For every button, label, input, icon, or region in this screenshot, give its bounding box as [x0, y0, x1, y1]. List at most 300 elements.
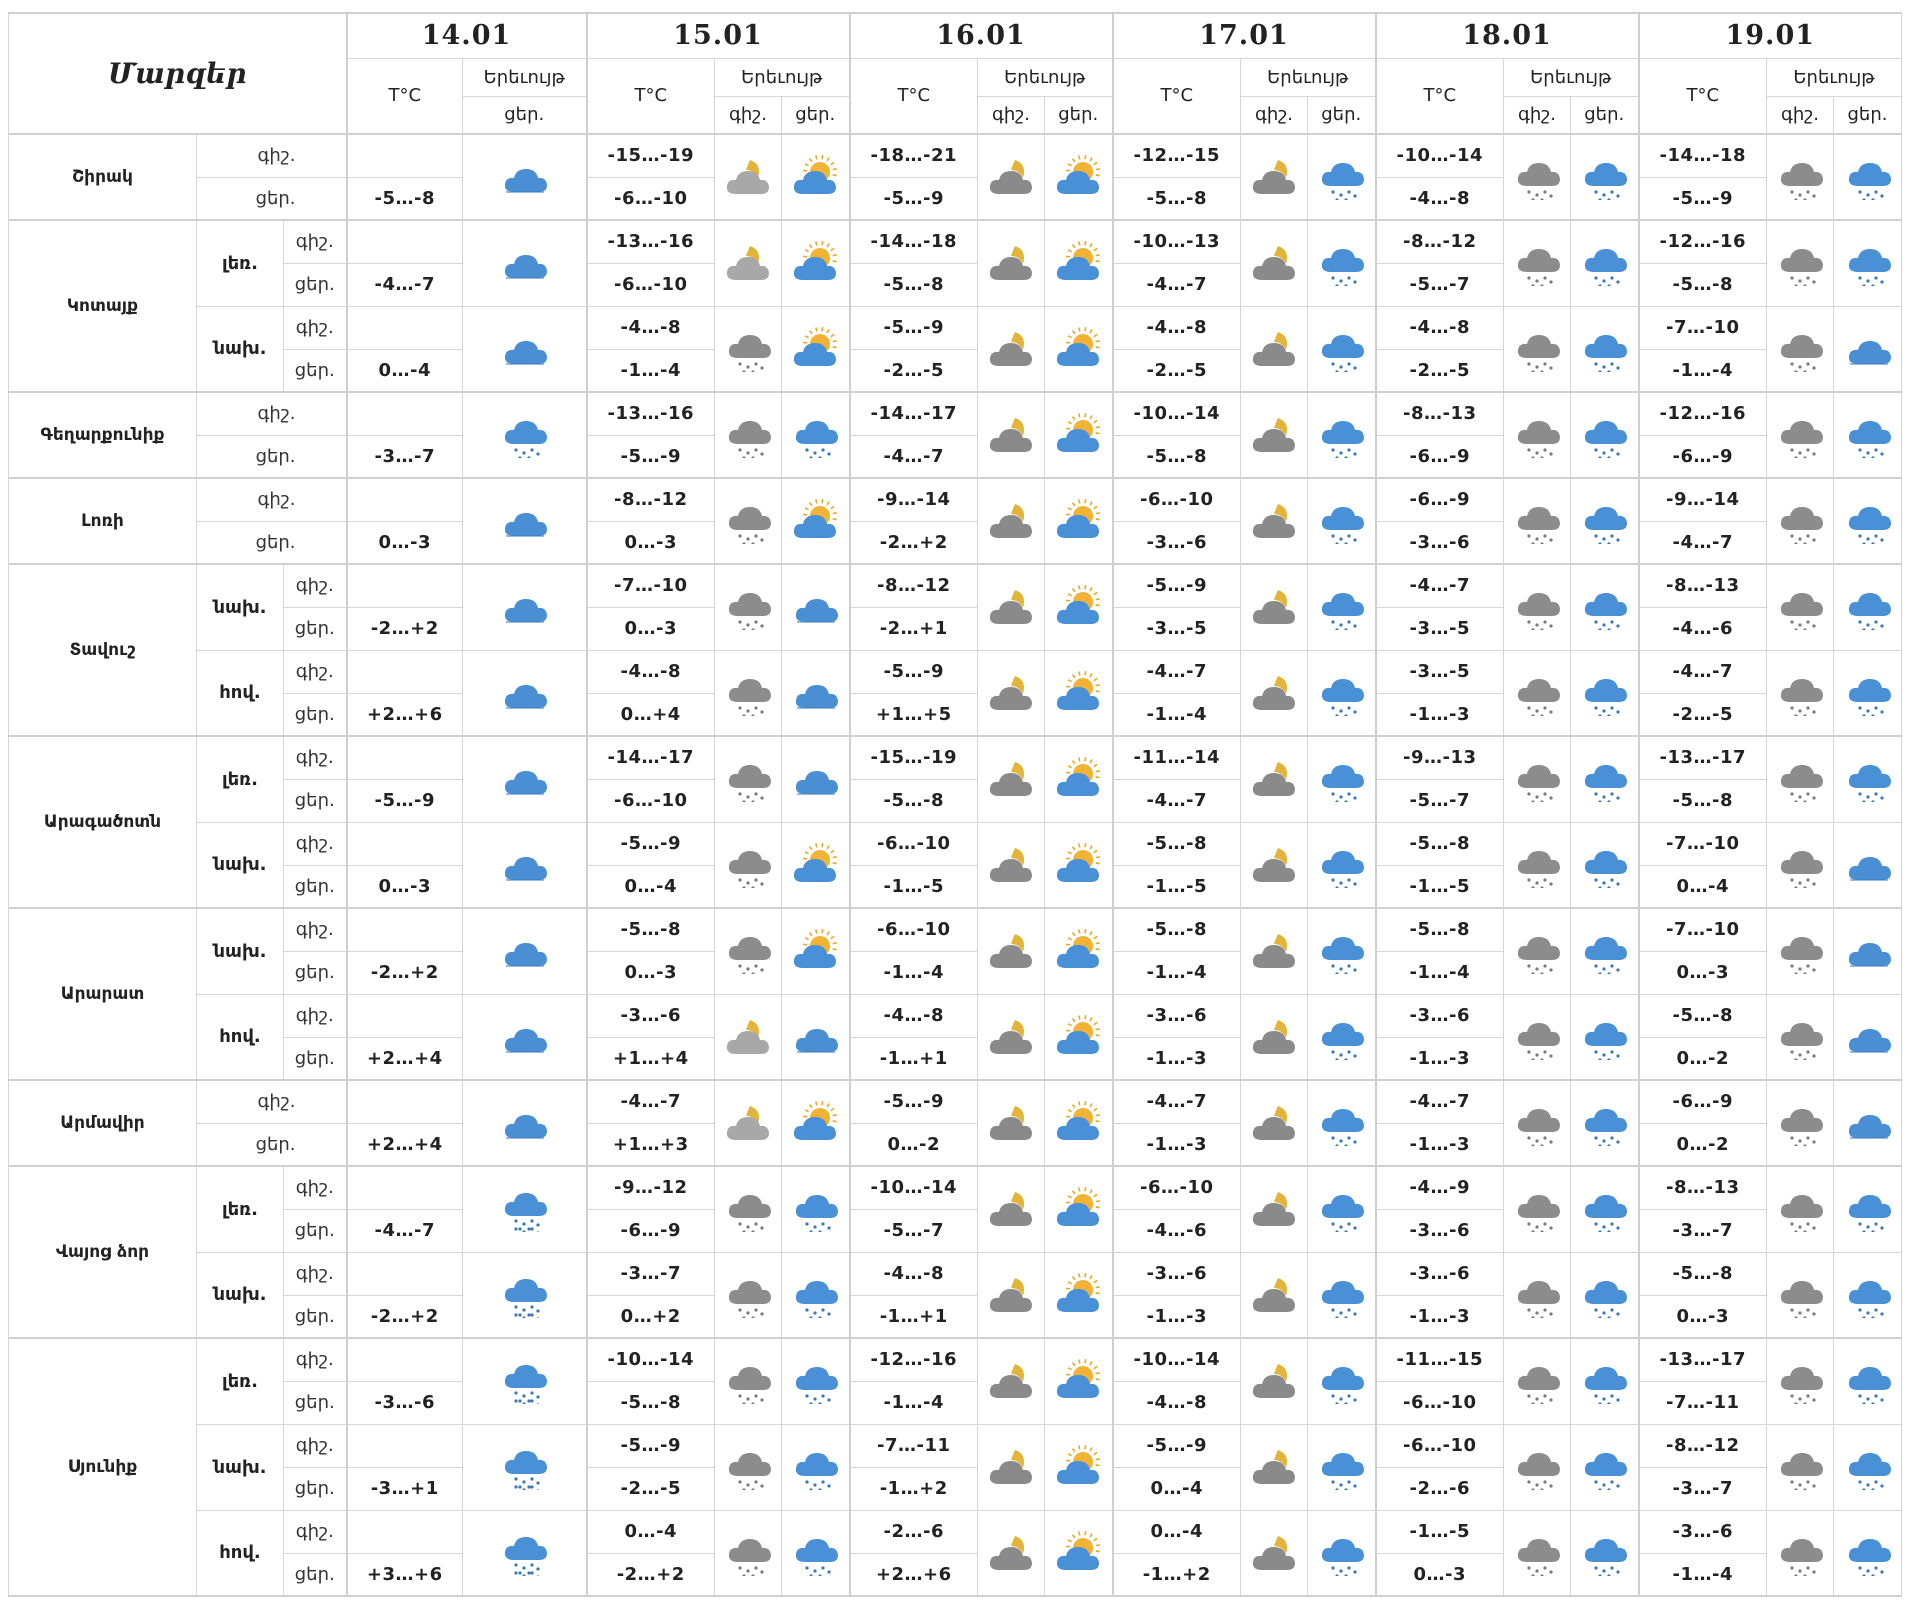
night-icon-cell — [978, 1338, 1045, 1424]
day-temp-cell: -3…-5 — [1376, 607, 1504, 650]
snow-cloud-gray-icon — [1511, 1530, 1563, 1576]
weather-icon-cell — [463, 736, 587, 822]
cloud-moon-icon — [1248, 240, 1300, 286]
day-label: ցեր. — [284, 1037, 347, 1080]
temp-header: T°C — [1376, 58, 1504, 134]
night-label: գիշ. — [284, 220, 347, 263]
day-icon-cell — [1045, 306, 1113, 392]
snow-cloud-blue-icon — [1578, 1014, 1630, 1060]
snow-cloud-blue-icon — [1578, 670, 1630, 716]
weather-icon-cell — [463, 1510, 587, 1596]
weather-icon-cell — [463, 650, 587, 736]
night-icon-cell — [1504, 1252, 1571, 1338]
day-icon-cell — [1308, 822, 1376, 908]
day-temp-cell: -6…-10 — [587, 263, 715, 306]
day-icon-cell — [1045, 1252, 1113, 1338]
table-row — [9, 650, 1902, 693]
day-temp-cell: -6…-10 — [1376, 1381, 1504, 1424]
snow-cloud-gray-icon — [722, 1272, 774, 1318]
day-temp-cell: -3…-7 — [1639, 1467, 1767, 1510]
night-temp-cell: -9…-14 — [850, 478, 978, 521]
day-icon-cell — [1571, 134, 1639, 220]
snow-cloud-gray-icon — [1511, 498, 1563, 544]
night-temp-cell: 0…-4 — [1113, 1510, 1241, 1553]
night-temp-cell: -11…-14 — [1113, 736, 1241, 779]
day-temp-cell: -1…-4 — [1639, 349, 1767, 392]
snow-cloud-blue-icon — [789, 1358, 841, 1404]
day-icon-cell — [782, 392, 850, 478]
day-icon-cell — [1308, 1424, 1376, 1510]
sun-cloud-icon — [1052, 928, 1104, 974]
night-icon-cell — [715, 1510, 782, 1596]
weather-header: Երեւույթ — [463, 58, 587, 96]
cloud-moon-icon — [1248, 1530, 1300, 1576]
night-icon-cell — [715, 564, 782, 650]
night-icon-cell — [715, 650, 782, 736]
night-icon-cell — [1504, 650, 1571, 736]
snow-cloud-gray-icon — [1511, 1444, 1563, 1490]
sun-cloud-icon — [1052, 412, 1104, 458]
day-temp-cell: -2…-5 — [587, 1467, 715, 1510]
partly-cloudy-night-icon — [722, 240, 774, 286]
temp-header: T°C — [587, 58, 715, 134]
date-header: 14.01 — [347, 13, 587, 58]
weather-icon-cell — [463, 1252, 587, 1338]
night-temp-cell: -6…-9 — [1376, 478, 1504, 521]
snow-cloud-gray-icon — [722, 842, 774, 888]
cloud-light-icon — [789, 756, 841, 802]
weather-icon-cell — [463, 478, 587, 564]
night-icon-cell — [1767, 908, 1834, 994]
day-icon-cell — [1571, 1424, 1639, 1510]
day-icon-cell — [782, 306, 850, 392]
night-icon-cell — [1767, 822, 1834, 908]
night-icon-cell — [1241, 392, 1308, 478]
day-header: ցեր. — [1571, 96, 1639, 134]
snow-cloud-gray-icon — [1511, 240, 1563, 286]
sun-cloud-icon — [1052, 1100, 1104, 1146]
table-row — [9, 13, 1902, 58]
night-temp-cell: -3…-7 — [587, 1252, 715, 1295]
night-icon-cell — [1241, 908, 1308, 994]
cloud-moon-icon — [1248, 1444, 1300, 1490]
day-temp-cell: -4…-7 — [1113, 263, 1241, 306]
snow-cloud-blue-icon — [1315, 584, 1367, 630]
day-temp-cell: -1…-3 — [1376, 693, 1504, 736]
cloud-moon-icon — [1248, 756, 1300, 802]
day-temp-cell: -6…-10 — [587, 779, 715, 822]
night-temp-cell: -3…-6 — [1113, 1252, 1241, 1295]
day-label: ցեր. — [284, 607, 347, 650]
day-label: ցեր. — [284, 865, 347, 908]
region-name: Արագածոտն — [9, 736, 197, 908]
night-temp-cell: -3…-6 — [1639, 1510, 1767, 1553]
snow-cloud-blue-icon — [498, 412, 550, 458]
night-temp-cell: -14…-17 — [850, 392, 978, 435]
night-temp-cell: -13…-17 — [1639, 1338, 1767, 1381]
cloud-moon-icon — [1248, 1358, 1300, 1404]
day-icon-cell — [782, 134, 850, 220]
day-temp-cell: -1…-3 — [1376, 1295, 1504, 1338]
day-temp-cell: -2…+1 — [850, 607, 978, 650]
cloud-moon-icon — [985, 1530, 1037, 1576]
day-icon-cell — [1308, 1166, 1376, 1252]
night-label: գիշ. — [284, 306, 347, 349]
night-label: գիշ. — [284, 564, 347, 607]
day-label: ցեր. — [197, 1123, 347, 1166]
day-temp-cell: 0…-4 — [587, 865, 715, 908]
night-label: գիշ. — [197, 134, 347, 177]
snow-cloud-gray-icon — [1774, 1444, 1826, 1490]
night-temp-cell: 0…-4 — [587, 1510, 715, 1553]
night-icon-cell — [1767, 736, 1834, 822]
night-temp-cell: -7…-10 — [1639, 908, 1767, 951]
night-temp-cell: -10…-14 — [1113, 1338, 1241, 1381]
night-temp-cell: -4…-7 — [587, 1080, 715, 1123]
night-icon-cell — [1241, 1080, 1308, 1166]
day-icon-cell — [1571, 392, 1639, 478]
day-temp-cell: -3…-6 — [1113, 521, 1241, 564]
temp-cell — [347, 564, 463, 607]
day-temp-cell: 0…+2 — [587, 1295, 715, 1338]
day-label: ցեր. — [284, 951, 347, 994]
snow-cloud-blue-icon — [1315, 1186, 1367, 1232]
day-icon-cell — [1308, 478, 1376, 564]
zone-label: նախ. — [197, 822, 284, 908]
day-header: ցեր. — [782, 96, 850, 134]
snow-cloud-gray-icon — [1774, 670, 1826, 716]
day-temp-cell: -1…-5 — [850, 865, 978, 908]
day-icon-cell — [1571, 822, 1639, 908]
night-icon-cell — [978, 822, 1045, 908]
zone-label: հով. — [197, 994, 284, 1080]
temp-cell — [347, 650, 463, 693]
day-temp-cell: -5…-7 — [1376, 263, 1504, 306]
night-temp-cell: -11…-15 — [1376, 1338, 1504, 1381]
day-temp-cell: -5…-7 — [850, 1209, 978, 1252]
sun-cloud-icon — [1052, 1186, 1104, 1232]
snow-cloud-blue-icon — [1315, 1100, 1367, 1146]
night-temp-cell: -7…-10 — [1639, 306, 1767, 349]
day-temp-cell: -2…-5 — [1376, 349, 1504, 392]
day-icon-cell — [1308, 392, 1376, 478]
cloud-moon-icon — [985, 412, 1037, 458]
cloud-moon-icon — [985, 326, 1037, 372]
day-temp-cell: -1…+2 — [1113, 1553, 1241, 1596]
night-icon-cell — [1241, 1252, 1308, 1338]
weather-icon-cell — [463, 1080, 587, 1166]
day-icon-cell — [1571, 220, 1639, 306]
night-icon-cell — [978, 478, 1045, 564]
table-row — [9, 908, 1902, 951]
night-temp-cell: -8…-12 — [587, 478, 715, 521]
zone-label: լեռ. — [197, 736, 284, 822]
night-temp-cell: -6…-10 — [850, 908, 978, 951]
night-label: գիշ. — [284, 650, 347, 693]
temp-cell — [347, 908, 463, 951]
snow-cloud-gray-icon — [1774, 1100, 1826, 1146]
cloud-light-icon — [1842, 326, 1894, 372]
night-icon-cell — [978, 392, 1045, 478]
partly-cloudy-night-icon — [722, 1100, 774, 1146]
day-icon-cell — [1045, 1338, 1113, 1424]
day-label: ցեր. — [284, 779, 347, 822]
day-temp-cell: 0…-3 — [1639, 1295, 1767, 1338]
snow-cloud-blue-icon — [1578, 326, 1630, 372]
cloud-moon-icon — [985, 670, 1037, 716]
night-temp-cell: -13…-17 — [1639, 736, 1767, 779]
night-temp-cell: -15…-19 — [587, 134, 715, 177]
night-icon-cell — [1241, 1510, 1308, 1596]
day-icon-cell — [1045, 650, 1113, 736]
snow-cloud-blue-icon — [1578, 1186, 1630, 1232]
night-icon-cell — [1504, 908, 1571, 994]
day-icon-cell — [782, 1080, 850, 1166]
night-temp-cell: -9…-12 — [587, 1166, 715, 1209]
date-header: 18.01 — [1376, 13, 1639, 58]
snow-cloud-gray-icon — [1511, 1358, 1563, 1404]
day-temp-cell: -1…-3 — [1376, 1123, 1504, 1166]
day-label: ցեր. — [284, 263, 347, 306]
snow-cloud-gray-icon — [1774, 240, 1826, 286]
snow-cloud-blue-icon — [1315, 326, 1367, 372]
cloud-light-icon — [789, 584, 841, 630]
day-icon-cell — [1308, 650, 1376, 736]
night-icon-cell — [1241, 134, 1308, 220]
day-temp-cell: -5…-8 — [1639, 263, 1767, 306]
day-temp-cell: -5…-8 — [850, 779, 978, 822]
night-temp-cell: -3…-6 — [1376, 994, 1504, 1037]
cloud-moon-icon — [985, 1100, 1037, 1146]
region-name: Արարատ — [9, 908, 197, 1080]
night-icon-cell — [1504, 736, 1571, 822]
regions-header: Մարզեր — [9, 13, 347, 134]
temp-cell — [347, 994, 463, 1037]
night-temp-cell: -7…-10 — [587, 564, 715, 607]
night-icon-cell — [1504, 1080, 1571, 1166]
table-row — [9, 1510, 1902, 1553]
snow-cloud-blue-icon — [1315, 154, 1367, 200]
night-temp-cell: -6…-9 — [1639, 1080, 1767, 1123]
night-icon-cell — [715, 134, 782, 220]
temp-cell — [347, 1510, 463, 1553]
night-icon-cell — [715, 1166, 782, 1252]
day-label: ցեր. — [197, 435, 347, 478]
night-temp-cell: -5…-8 — [587, 908, 715, 951]
night-label: գիշ. — [197, 478, 347, 521]
night-label: գիշ. — [284, 1252, 347, 1295]
heavy-snow-icon — [498, 1530, 550, 1576]
snow-cloud-blue-icon — [1578, 154, 1630, 200]
zone-label: լեռ. — [197, 1338, 284, 1424]
snow-cloud-gray-icon — [1511, 1272, 1563, 1318]
temp-cell — [347, 392, 463, 435]
cloud-moon-icon — [985, 1186, 1037, 1232]
day-icon-cell — [1571, 1080, 1639, 1166]
weather-icon-cell — [463, 564, 587, 650]
snow-cloud-blue-icon — [1842, 1186, 1894, 1232]
heavy-snow-icon — [498, 1358, 550, 1404]
night-header: գիշ. — [715, 96, 782, 134]
day-temp-cell: -1…-3 — [1376, 1037, 1504, 1080]
night-icon-cell — [1767, 1510, 1834, 1596]
zone-label: հով. — [197, 650, 284, 736]
cloud-moon-icon — [985, 756, 1037, 802]
day-temp-cell: -1…-4 — [1113, 951, 1241, 994]
night-temp-cell: -6…-10 — [1113, 1166, 1241, 1209]
night-icon-cell — [1241, 650, 1308, 736]
day-icon-cell — [1571, 736, 1639, 822]
day-icon-cell — [782, 908, 850, 994]
weather-icon-cell — [463, 306, 587, 392]
snow-cloud-gray-icon — [1774, 928, 1826, 974]
zone-label: լեռ. — [197, 1166, 284, 1252]
snow-cloud-blue-icon — [1842, 584, 1894, 630]
temp-header: T°C — [1639, 58, 1767, 134]
cloud-moon-icon — [985, 498, 1037, 544]
day-icon-cell — [1308, 564, 1376, 650]
cloud-moon-icon — [985, 842, 1037, 888]
night-temp-cell: -4…-8 — [1113, 306, 1241, 349]
day-label: ցեր. — [197, 177, 347, 220]
day-temp-cell: -3…-5 — [1113, 607, 1241, 650]
snow-cloud-gray-icon — [1774, 1530, 1826, 1576]
sun-cloud-icon — [789, 154, 841, 200]
day-temp-cell: -1…-4 — [587, 349, 715, 392]
weather-header: Երեւույթ — [715, 58, 850, 96]
night-icon-cell — [1504, 1338, 1571, 1424]
snow-cloud-gray-icon — [722, 1444, 774, 1490]
day-icon-cell — [1834, 908, 1902, 994]
night-temp-cell: -5…-8 — [1376, 908, 1504, 951]
night-icon-cell — [715, 736, 782, 822]
night-icon-cell — [715, 1338, 782, 1424]
day-icon-cell — [1045, 908, 1113, 994]
night-icon-cell — [1504, 1510, 1571, 1596]
temp-cell: +3…+6 — [347, 1553, 463, 1596]
table-row — [9, 1252, 1902, 1295]
table-row — [9, 1424, 1902, 1467]
cloud-light-icon — [1842, 928, 1894, 974]
day-icon-cell — [1308, 1252, 1376, 1338]
night-icon-cell — [978, 1424, 1045, 1510]
day-temp-cell: 0…-3 — [587, 951, 715, 994]
day-temp-cell: -1…-3 — [1113, 1295, 1241, 1338]
day-label: ցեր. — [284, 1295, 347, 1338]
night-temp-cell: -5…-8 — [1376, 822, 1504, 865]
snow-cloud-gray-icon — [1774, 1358, 1826, 1404]
region-name: Սյունիք — [9, 1338, 197, 1596]
zone-label: նախ. — [197, 1252, 284, 1338]
day-icon-cell — [1045, 220, 1113, 306]
day-icon-cell — [782, 650, 850, 736]
cloud-moon-icon — [985, 154, 1037, 200]
temp-header: T°C — [850, 58, 978, 134]
sun-cloud-icon — [1052, 756, 1104, 802]
weather-icon-cell — [463, 994, 587, 1080]
night-icon-cell — [1767, 1252, 1834, 1338]
cloud-light-icon — [498, 1100, 550, 1146]
night-icon-cell — [978, 1080, 1045, 1166]
weather-icon-cell — [463, 1424, 587, 1510]
night-label: գիշ. — [284, 1424, 347, 1467]
day-label: ցեր. — [284, 1467, 347, 1510]
night-icon-cell — [1767, 1338, 1834, 1424]
night-temp-cell: -7…-11 — [850, 1424, 978, 1467]
night-icon-cell — [978, 1252, 1045, 1338]
snow-cloud-gray-icon — [1511, 584, 1563, 630]
day-temp-cell: 0…-3 — [587, 607, 715, 650]
day-temp-cell: -1…-4 — [1639, 1553, 1767, 1596]
night-temp-cell: -10…-14 — [850, 1166, 978, 1209]
night-icon-cell — [715, 220, 782, 306]
weather-header: Երեւույթ — [1504, 58, 1639, 96]
table-row — [9, 736, 1902, 779]
night-temp-cell: -4…-8 — [587, 306, 715, 349]
temp-cell: -3…+1 — [347, 1467, 463, 1510]
temp-cell — [347, 306, 463, 349]
cloud-light-icon — [1842, 1100, 1894, 1146]
date-header: 15.01 — [587, 13, 850, 58]
cloud-moon-icon — [985, 1444, 1037, 1490]
day-temp-cell: -1…-4 — [1376, 951, 1504, 994]
cloud-moon-icon — [1248, 928, 1300, 974]
cloud-moon-icon — [1248, 154, 1300, 200]
night-icon-cell — [1767, 392, 1834, 478]
night-temp-cell: -5…-8 — [1639, 1252, 1767, 1295]
snow-cloud-blue-icon — [789, 1186, 841, 1232]
day-temp-cell: -5…-9 — [1639, 177, 1767, 220]
day-icon-cell — [1571, 1338, 1639, 1424]
snow-cloud-gray-icon — [1511, 1186, 1563, 1232]
day-icon-cell — [1045, 1424, 1113, 1510]
day-temp-cell: -1…-4 — [850, 1381, 978, 1424]
partly-cloudy-night-icon — [722, 154, 774, 200]
zone-label: նախ. — [197, 1424, 284, 1510]
temp-cell — [347, 1080, 463, 1123]
night-temp-cell: -8…-13 — [1376, 392, 1504, 435]
day-icon-cell — [1045, 392, 1113, 478]
snow-cloud-blue-icon — [1578, 842, 1630, 888]
sun-cloud-icon — [1052, 240, 1104, 286]
night-icon-cell — [1504, 994, 1571, 1080]
day-temp-cell: -1…-3 — [1113, 1037, 1241, 1080]
day-icon-cell — [1045, 564, 1113, 650]
night-icon-cell — [1241, 220, 1308, 306]
snow-cloud-gray-icon — [1511, 1100, 1563, 1146]
day-temp-cell: -1…-3 — [1113, 1123, 1241, 1166]
day-icon-cell — [782, 1510, 850, 1596]
night-icon-cell — [1767, 1424, 1834, 1510]
table-row — [9, 994, 1902, 1037]
day-temp-cell: -1…+1 — [850, 1295, 978, 1338]
table-row — [9, 306, 1902, 349]
cloud-light-icon — [498, 584, 550, 630]
snow-cloud-blue-icon — [1315, 1272, 1367, 1318]
night-temp-cell: -12…-16 — [1639, 392, 1767, 435]
snow-cloud-gray-icon — [1511, 412, 1563, 458]
day-temp-cell: -1…-5 — [1113, 865, 1241, 908]
cloud-moon-icon — [985, 1014, 1037, 1060]
night-icon-cell — [1504, 478, 1571, 564]
cloud-light-icon — [498, 498, 550, 544]
night-temp-cell: -4…-8 — [850, 994, 978, 1037]
night-icon-cell — [1504, 392, 1571, 478]
region-name: Արմավիր — [9, 1080, 197, 1166]
snow-cloud-gray-icon — [1511, 928, 1563, 974]
snow-cloud-blue-icon — [1315, 670, 1367, 716]
snow-cloud-blue-icon — [1578, 498, 1630, 544]
